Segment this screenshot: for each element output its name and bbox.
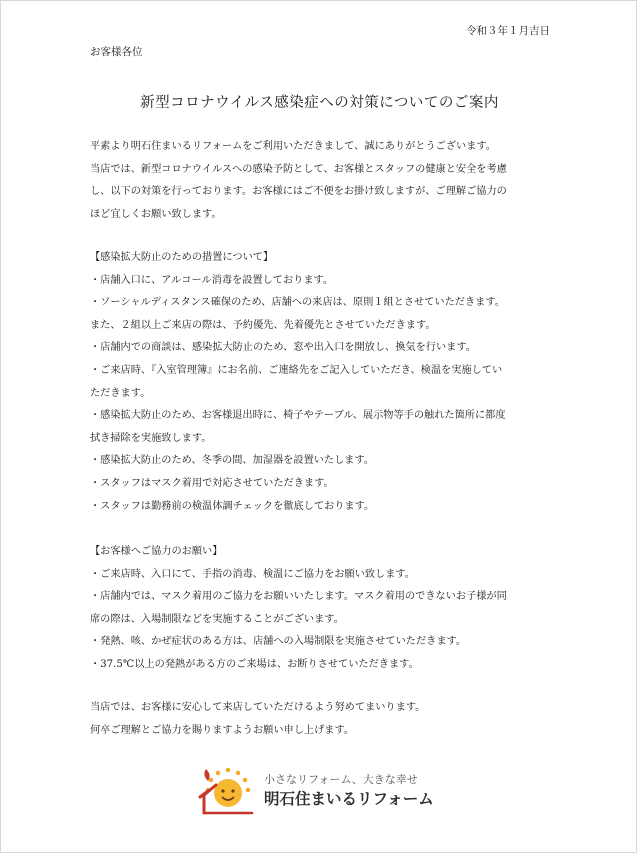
intro-line: し、以下の対策を行っております。お客様にはご不便をお掛け致しますが、ご理解ご協力の [90, 186, 507, 198]
intro-line: 当店では、新型コロナウイルスへの感染予防として、お客様とスタッフの健康と安全を考慮 [90, 163, 507, 175]
list-item: ・店舗入口に、アルコール消毒を設置しております。 [90, 274, 334, 286]
intro-line: ほど宜しくお願い致します。 [90, 208, 222, 220]
document-date: 令和３年１月吉日 [466, 25, 550, 37]
list-item: ・発熱、咳、かぜ症状のある方は、店舗への入場制限を実施させていただきます。 [90, 636, 467, 648]
page-title: 新型コロナウイルス感染症への対策についてのご案内 [140, 95, 499, 111]
intro-line: 平素より明石住まいるリフォームをご利用いただきまして、誠にありがとうございます。 [90, 141, 496, 152]
company-name: 明石住まいるリフォーム [264, 790, 434, 808]
list-item: ・37.5℃以上の発熱がある方のご来場は、お断りさせていただきます。 [90, 658, 419, 670]
list-item: ・ご来店時、入口にて、手指の消毒、検温にご協力をお願い致します。 [90, 568, 415, 580]
list-item: ・ソーシャルディスタンス確保のため、店舗への来店は、原則１組とさせていただきます。 [90, 297, 505, 309]
list-item: また、２組以上ご来店の際は、予約優先、先着優先とさせていただきます。 [90, 319, 436, 331]
list-item: 席の際は、入場制限などを実施することがございます。 [90, 613, 344, 625]
list-item: ただきます。 [90, 387, 151, 399]
list-item: ・スタッフは勤務前の検温体調チェックを徹底しております。 [90, 500, 375, 512]
company-logo [198, 767, 448, 815]
list-item: ・スタッフはマスク着用で対応させていただきます。 [90, 477, 334, 489]
addressee: お客様各位 [90, 46, 143, 58]
list-item: ・店舗内での商談は、感染拡大防止のため、窓や出入口を開放し、換気を行います。 [90, 342, 476, 354]
list-item: ・店舗内では、マスク着用のご協力をお願いいたします。マスク着用のできないお子様が同 [90, 591, 507, 603]
prevention-measures-section [90, 247, 560, 518]
closing-line: 何卒ご理解とご協力を賜りますようお願い申し上げます。 [90, 724, 355, 736]
sun-house-logo-icon [198, 767, 258, 815]
section-heading: 【お客様へご協力のお願い】 [90, 546, 223, 557]
section-heading: 【感染拡大防止のための措置について】 [90, 252, 274, 263]
logo-tagline: 小さなリフォーム、大きな幸せ [264, 773, 418, 786]
intro-paragraph [90, 136, 560, 226]
list-item: ・感染拡大防止のため、お客様退出時に、椅子やテーブル、展示物等手の触れた箇所に都度 [90, 410, 506, 422]
list-item: ・感染拡大防止のため、冬季の間、加湿器を設置いたします。 [90, 455, 375, 467]
customer-request-section [90, 541, 560, 677]
closing-paragraph [90, 697, 560, 742]
closing-line: 当店では、お客様に安心して来店していただけるよう努めてまいります。 [90, 702, 426, 713]
list-item: 拭き掃除を実施致します。 [90, 432, 212, 444]
list-item: ・ご来店時、『入室管理簿』にお名前、ご連絡先をご記入していただき、検温を実施してい [90, 364, 503, 376]
